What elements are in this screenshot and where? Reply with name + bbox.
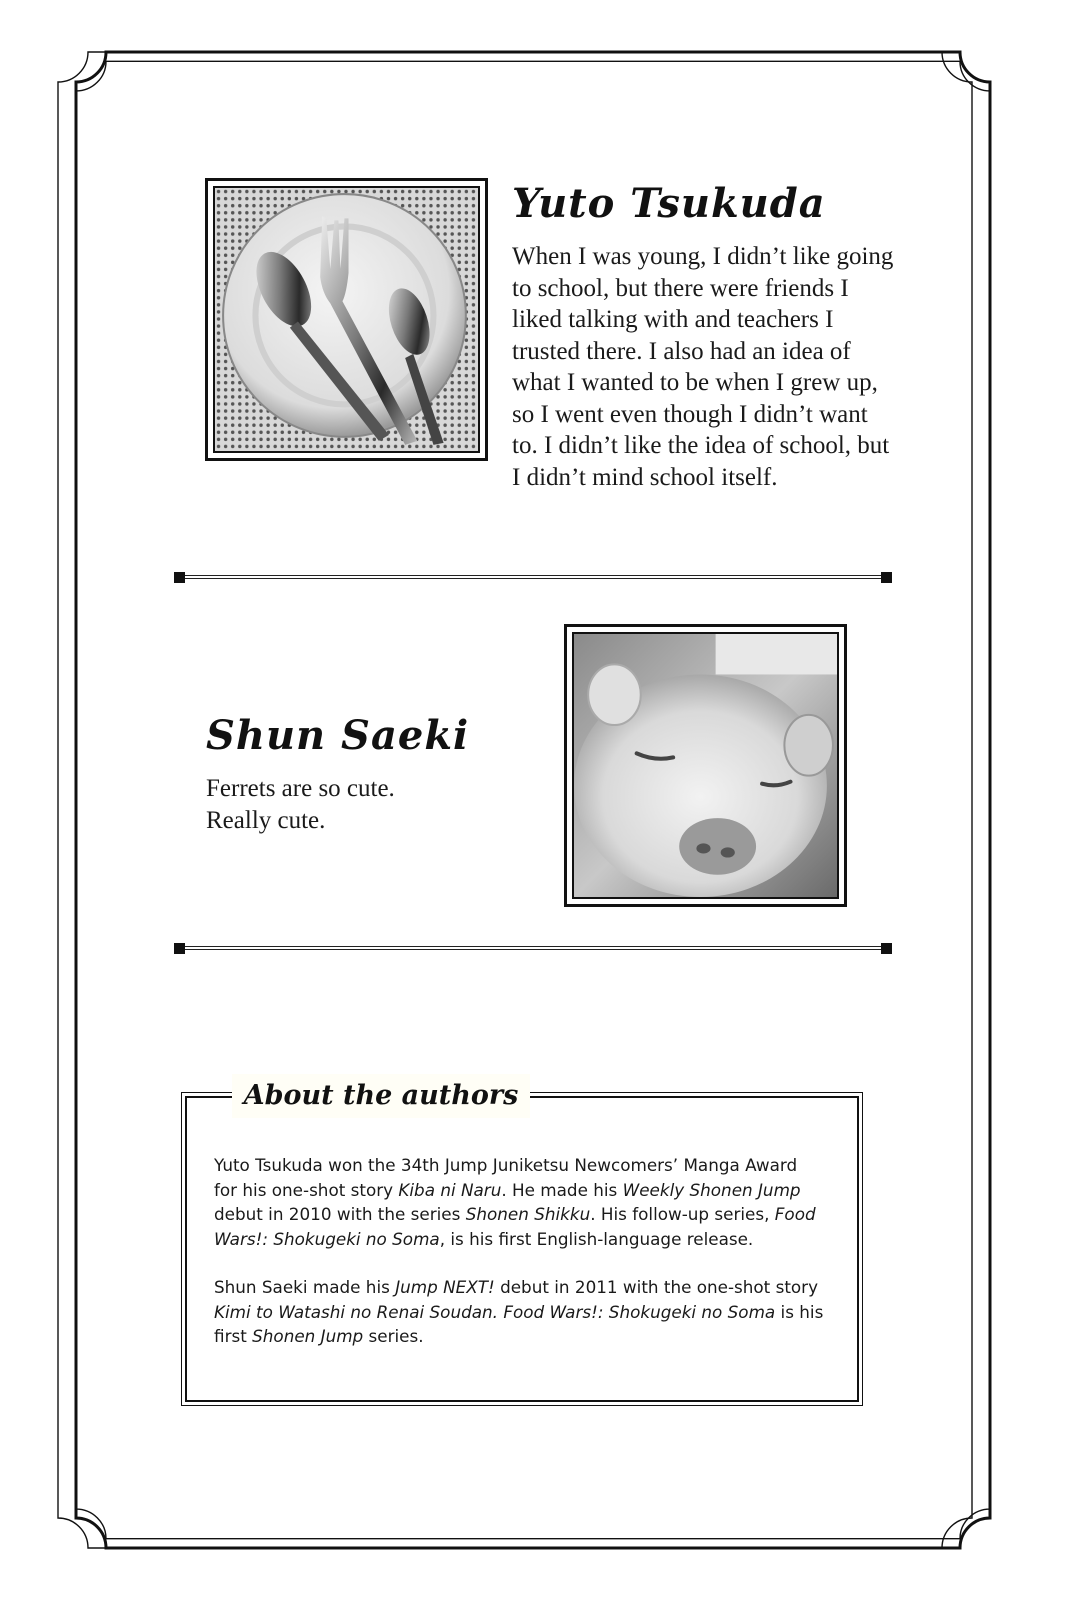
- author-name-yuto-tsukuda: Yuto Tsukuda: [512, 180, 826, 227]
- author-blurb-shun-saeki: Ferrets are so cute. Really cute.: [206, 775, 395, 834]
- section-divider: [174, 571, 892, 585]
- author-name-shun-saeki: Shun Saeki: [206, 712, 470, 759]
- about-paragraph-saeki: Shun Saeki made his Jump NEXT! debut in 2011 with the one-shot story Kimi to Watashi no Renai Soudan. Food Wars!: Shokugeki no Soma is his first Shonen Jump series.: [214, 1277, 824, 1346]
- fork-and-spoons-on-plate-icon: [215, 188, 478, 451]
- about-authors-heading: About the authors: [232, 1074, 530, 1118]
- ferret-face-icon: [574, 634, 837, 897]
- author-blurb-yuto-tsukuda: When I was young, I didn’t like going to school, but there were friends I liked talking with and teachers I trusted there. I also had an idea of what I wanted to be when I grew up, so I went even though I didn’t want to. I didn’t like the idea of school, but I didn’t mind school itself.: [512, 243, 894, 491]
- yuto-tsukuda-photo: [205, 178, 488, 461]
- shun-saeki-photo: [564, 624, 847, 907]
- about-authors-text: [214, 1153, 824, 1373]
- about-paragraph-tsukuda: Yuto Tsukuda won the 34th Jump Juniketsu Newcomers’ Manga Award for his one-shot story Kiba ni Naru. He made his Weekly Shonen Jump debut in 2010 with the series Shonen Shikku. His follow-up series, Food Wars!: Shokugeki no Soma, is his first English-language release.: [214, 1155, 816, 1249]
- section-divider: [174, 942, 892, 956]
